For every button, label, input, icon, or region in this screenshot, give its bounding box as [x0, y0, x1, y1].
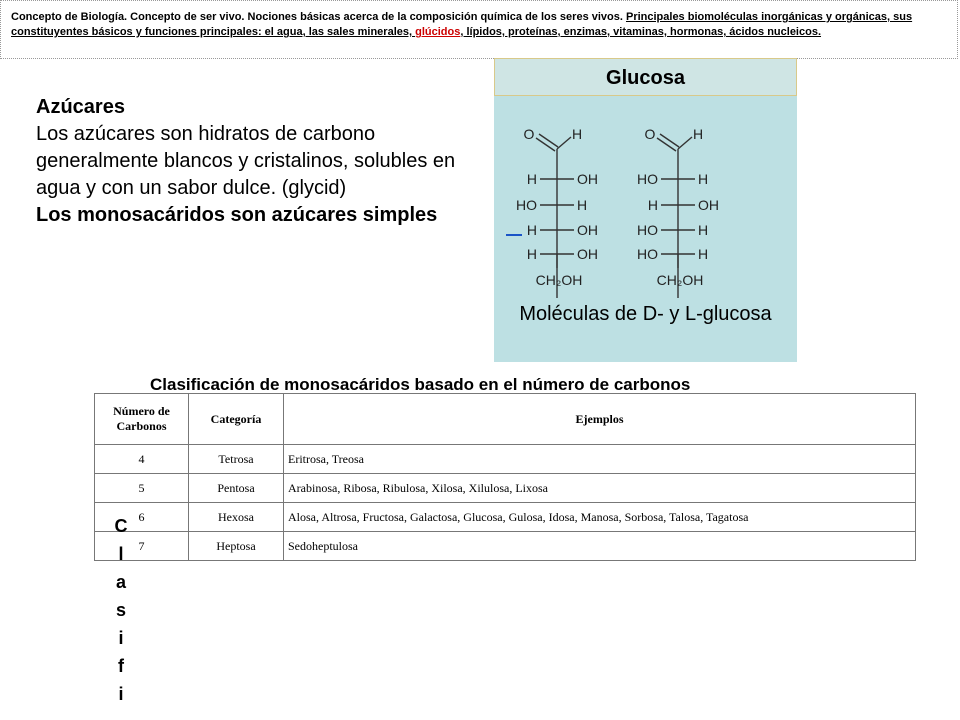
ch2oh-label: CH₂OH — [535, 272, 583, 288]
substituent-left-label: H — [526, 171, 537, 187]
header-link-biomolecules[interactable]: Principales biomoléculas inorgánicas y orgánicas, sus constituyentes básicos y funciones principales: el agua, las sales minerales, — [11, 11, 913, 38]
vertical-clasificacion-text — [112, 512, 130, 708]
cell-ejemplos: Alosa, Altrosa, Fructosa, Galactosa, Glucosa, Gulosa, Idosa, Manosa, Sorbosa, Talosa, Tagatosa — [284, 503, 916, 532]
substituent-right-label: OH — [577, 222, 598, 238]
header-link-glucidos[interactable]: glúcidos — [415, 26, 461, 38]
ch2oh-label: CH₂OH — [656, 272, 704, 288]
cell-ejemplos: Arabinosa, Ribosa, Ribulosa, Xilosa, Xilulosa, Lixosa — [284, 474, 916, 503]
substituent-right-label: H — [698, 246, 709, 262]
cell-categoria: Pentosa — [189, 474, 284, 503]
cell-carbonos: 7 — [95, 532, 189, 561]
cell-categoria: Hexosa — [189, 503, 284, 532]
vertical-letter: s — [115, 600, 126, 620]
table-title: Clasificación de monosacáridos basado en el número de carbonos — [150, 375, 691, 393]
substituent-right-label: H — [577, 197, 588, 213]
glucose-figure — [494, 58, 797, 362]
azucares-heading: Azúcares — [36, 96, 125, 118]
substituent-left-label: HO — [516, 197, 537, 213]
text-block-azucares — [36, 94, 476, 229]
vertical-letter: f — [118, 656, 124, 676]
substituent-left-label: H — [526, 222, 537, 238]
table-row — [95, 445, 916, 474]
table-row — [95, 503, 916, 532]
col-header-ejemplos: Ejemplos — [284, 394, 916, 445]
table-row — [95, 474, 916, 503]
substituent-left-label: H — [647, 197, 658, 213]
cell-categoria: Heptosa — [189, 532, 284, 561]
substituent-left-label: HO — [637, 171, 658, 187]
substituent-right-label: OH — [577, 171, 598, 187]
figure-caption: Moléculas de D- y L-glucosa — [519, 303, 772, 325]
substituent-left-label: HO — [637, 246, 658, 262]
substituent-right-label: H — [698, 222, 709, 238]
aldehyde-hydrogen-label: H — [571, 126, 583, 142]
cell-categoria: Tetrosa — [189, 445, 284, 474]
monosacaridos-line: Los monosacáridos son azúcares simples — [36, 204, 438, 226]
carbonyl-oxygen-label: O — [523, 126, 535, 142]
table-header-row — [95, 394, 916, 445]
glucose-structures — [494, 98, 797, 298]
header-link-rest[interactable]: , lípidos, proteínas, enzimas, vitaminas, hormonas, ácidos nucleicos. — [460, 26, 822, 38]
monosaccharide-table — [94, 393, 916, 561]
table-row — [95, 532, 916, 561]
vertical-letter: i — [118, 684, 124, 704]
carbonyl-oxygen-label: O — [644, 126, 656, 142]
col-header-carbonos: Número de Carbonos — [95, 394, 189, 445]
vertical-letter: i — [118, 628, 124, 648]
cell-carbonos: 6 — [95, 503, 189, 532]
cell-carbonos: 4 — [95, 445, 189, 474]
cell-ejemplos: Sedoheptulosa — [284, 532, 916, 561]
substituent-right-label: OH — [577, 246, 598, 262]
header-plain-text: Concepto de Biología. Concepto de ser vivo. Nociones básicas acerca de la composición química de los seres vivos. — [11, 11, 626, 23]
cell-carbonos: 5 — [95, 474, 189, 503]
substituent-left-label: HO — [637, 222, 658, 238]
cell-ejemplos: Eritrosa, Treosa — [284, 445, 916, 474]
substituent-left-label: H — [526, 246, 537, 262]
azucares-body: Los azúcares son hidratos de carbono generalmente blancos y cristalinos, solubles en agua y con un sabor dulce. (glycid) — [36, 123, 456, 199]
col-header-categoria: Categoría — [189, 394, 284, 445]
substituent-right-label: OH — [698, 197, 719, 213]
header-topic — [0, 0, 958, 59]
d-glucose-structure — [516, 126, 598, 298]
aldehyde-hydrogen-label: H — [692, 126, 704, 142]
vertical-letter: a — [115, 572, 126, 592]
substituent-right-label: H — [698, 171, 709, 187]
figure-title: Glucosa — [494, 58, 797, 96]
vertical-letter: l — [118, 544, 124, 564]
l-glucose-structure — [637, 126, 719, 298]
vertical-letter: C — [114, 516, 128, 536]
